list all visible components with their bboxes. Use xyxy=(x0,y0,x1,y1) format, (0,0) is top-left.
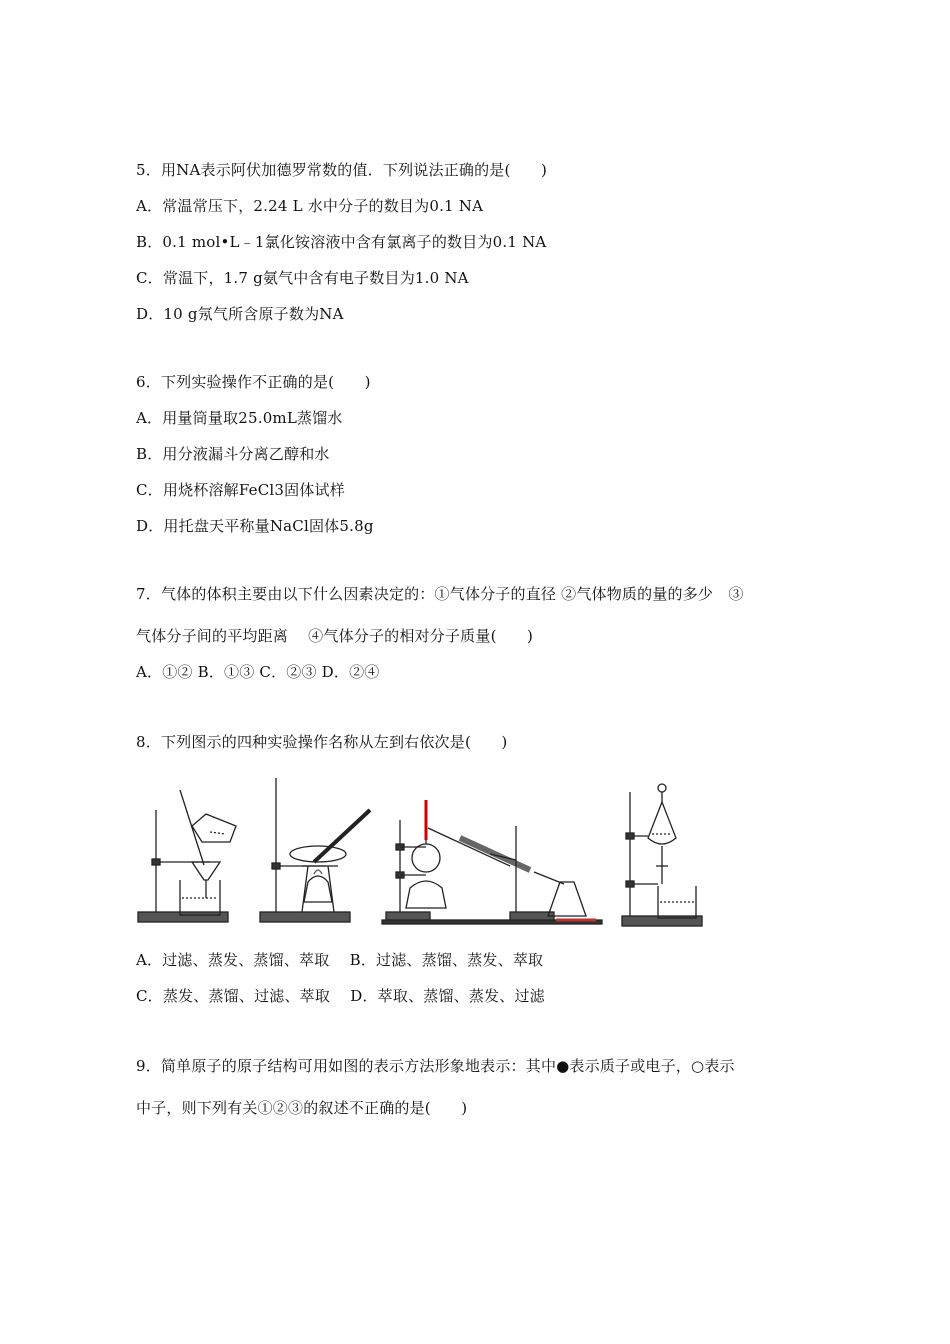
q5-option-b: B．0.1 mol•L﹣1氯化铵溶液中含有氯离子的数目为0.1 NA xyxy=(136,233,547,251)
extraction-apparatus-figure xyxy=(618,774,710,930)
filtration-apparatus-icon xyxy=(138,790,236,922)
q5-option-a: A．常温常压下，2.24 L 水中分子的数目为0.1 NA xyxy=(136,197,484,215)
q5-option-c: C．常温下，1.7 g氨气中含有电子数目为1.0 NA xyxy=(136,269,469,287)
q8-options-row2: C．蒸发、蒸馏、过滤、萃取 D．萃取、蒸馏、蒸发、过滤 xyxy=(136,987,545,1005)
q7-stem-line2: 气体分子间的平均距离 ④气体分子的相对分子质量( ) xyxy=(136,627,534,645)
q6-option-d: D．用托盘天平称量NaCl固体5.8g xyxy=(136,517,374,535)
separatory-funnel-icon xyxy=(622,784,702,926)
q8-options-row1: A．过滤、蒸发、蒸馏、萃取 B．过滤、蒸馏、蒸发、萃取 xyxy=(136,951,544,969)
q5-option-d: D．10 g氖气所含原子数为NA xyxy=(136,305,344,323)
q5-stem: 5．用NA表示阿伏加德罗常数的值．下列说法正确的是( ) xyxy=(136,161,548,179)
q8-stem: 8．下列图示的四种实验操作名称从左到右依次是( ) xyxy=(136,733,508,751)
q6-stem: 6．下列实验操作不正确的是( ) xyxy=(136,373,371,391)
q6-option-b: B．用分液漏斗分离乙醇和水 xyxy=(136,445,330,463)
q9-stem-line1: 9．简单原子的原子结构可用如图的表示方法形象地表示：其中●表示质子或电子，○表示 xyxy=(136,1057,735,1075)
q7-stem-line1: 7．气体的体积主要由以下什么因素决定的：①气体分子的直径 ②气体物质的量的多少 ③ xyxy=(136,585,744,603)
distillation-apparatus-icon xyxy=(382,800,602,924)
q9-stem-line2: 中子，则下列有关①②③的叙述不正确的是( ) xyxy=(136,1099,468,1117)
q6-option-a: A．用量筒量取25.0mL蒸馏水 xyxy=(136,409,343,427)
evaporation-apparatus-icon xyxy=(260,778,370,922)
lab-apparatus-figure xyxy=(130,770,610,930)
q6-option-c: C．用烧杯溶解FeCl3固体试样 xyxy=(136,481,345,499)
q7-options: A．①② B．①③ C．②③ D．②④ xyxy=(136,663,380,681)
